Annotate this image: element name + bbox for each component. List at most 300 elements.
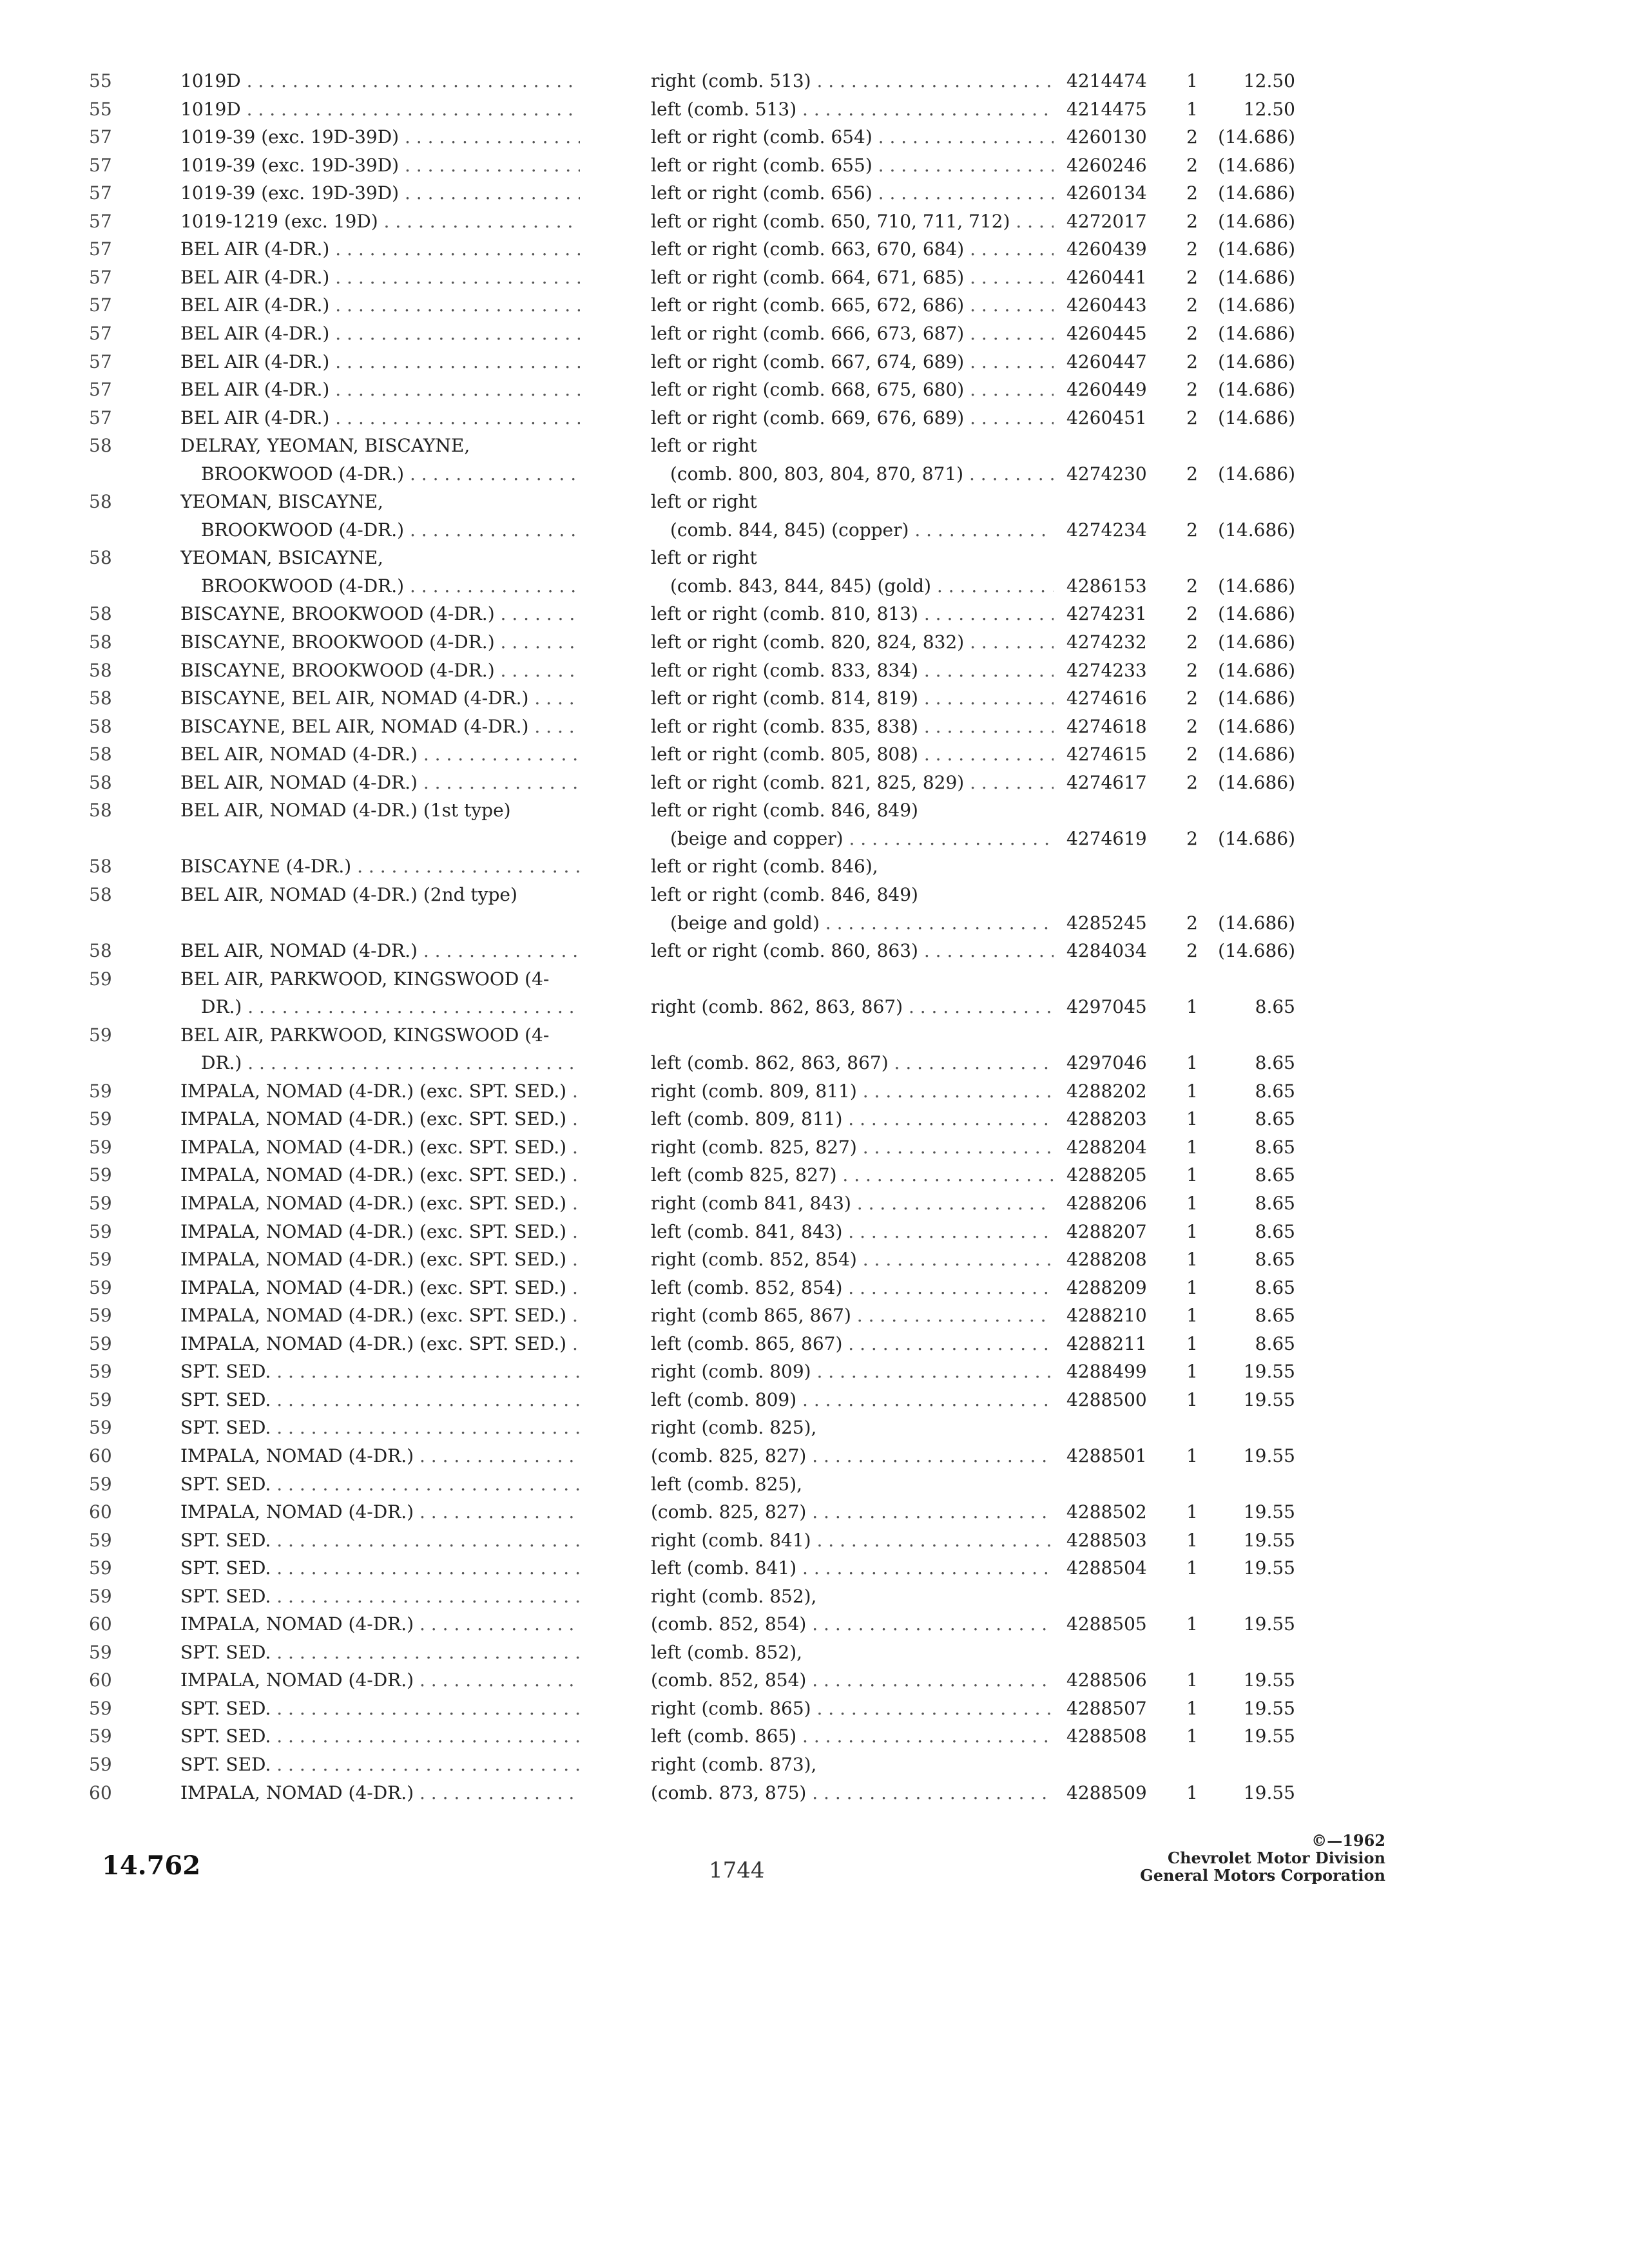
price: (14.686) <box>1218 211 1295 232</box>
part-description: left or right (comb. 846, 849) <box>651 800 918 821</box>
model-year: 59 <box>89 968 112 990</box>
part-number: 4260451 <box>1066 407 1147 428</box>
model-name: IMPALA, NOMAD (4-DR.) (exc. SPT. SED.) . . . <box>180 1164 580 1187</box>
model-year: 58 <box>89 884 112 905</box>
quantity: 2 <box>1186 238 1198 260</box>
price: (14.686) <box>1218 463 1295 485</box>
model-year: 58 <box>89 940 112 961</box>
quantity: 1 <box>1186 1361 1198 1382</box>
quantity: 2 <box>1186 575 1198 597</box>
part-number: 4274233 <box>1066 660 1147 681</box>
quantity: 1 <box>1186 99 1198 120</box>
corporation-name: General Motors Corporation <box>1140 1866 1385 1885</box>
model-year: 59 <box>89 1642 112 1663</box>
section-page-reference: 14.762 <box>102 1850 201 1881</box>
part-description: right (comb. 852), <box>651 1586 817 1607</box>
model-name: BEL AIR, NOMAD (4-DR.) (2nd type) <box>180 884 517 905</box>
model-year: 59 <box>89 1164 112 1186</box>
price: 12.50 <box>1243 99 1295 120</box>
quantity: 2 <box>1186 463 1198 485</box>
part-description: left or right (comb. 821, 825, 829) . . . <box>651 771 1054 794</box>
model-name: IMPALA, NOMAD (4-DR.) (exc. SPT. SED.) . . . <box>180 1136 580 1159</box>
price: 8.65 <box>1255 1249 1295 1270</box>
part-description: left or right (comb. 655) . . . <box>651 154 1054 177</box>
part-description: left or right (comb. 664, 671, 685) . . . <box>651 266 1054 289</box>
part-description: left or right <box>651 547 757 568</box>
model-year: 60 <box>89 1782 112 1803</box>
model-name: BEL AIR (4-DR.) . . . <box>180 238 580 261</box>
model-name: IMPALA, NOMAD (4-DR.) (exc. SPT. SED.) . . . <box>180 1304 580 1327</box>
part-description: left (comb. 852, 854) . . . <box>651 1276 1054 1300</box>
model-year: 59 <box>89 1586 112 1607</box>
quantity: 2 <box>1186 660 1198 681</box>
quantity: 1 <box>1186 1164 1198 1186</box>
model-year: 57 <box>89 211 112 232</box>
model-year: 57 <box>89 294 112 316</box>
quantity: 1 <box>1186 1108 1198 1129</box>
price: (14.686) <box>1218 323 1295 344</box>
part-description: right (comb. 862, 863, 867) . . . <box>651 995 1054 1019</box>
quantity: 1 <box>1186 1081 1198 1102</box>
quantity: 2 <box>1186 407 1198 428</box>
part-number: 4274230 <box>1066 463 1147 485</box>
quantity: 2 <box>1186 323 1198 344</box>
model-name: SPT. SED. . . . <box>180 1360 580 1383</box>
model-name: BISCAYNE, BROOKWOOD (4-DR.) . . . <box>180 631 580 654</box>
model-year: 58 <box>89 687 112 709</box>
model-year: 58 <box>89 435 112 456</box>
part-number: 4260445 <box>1066 323 1147 344</box>
part-number: 4260130 <box>1066 126 1147 148</box>
quantity: 1 <box>1186 1249 1198 1270</box>
model-name: SPT. SED. . . . <box>180 1725 580 1748</box>
model-year: 58 <box>89 800 112 821</box>
part-description: left or right <box>651 435 757 456</box>
part-description: left (comb. 841, 843) . . . <box>651 1220 1054 1244</box>
quantity: 2 <box>1186 744 1198 765</box>
part-number: 4272017 <box>1066 211 1147 232</box>
part-description: (comb. 852, 854) . . . <box>651 1669 1054 1692</box>
model-name: IMPALA, NOMAD (4-DR.) . . . <box>180 1669 580 1692</box>
price: 8.65 <box>1255 1305 1295 1326</box>
model-name: IMPALA, NOMAD (4-DR.) (exc. SPT. SED.) . . . <box>180 1108 580 1131</box>
model-name: BEL AIR, NOMAD (4-DR.) (1st type) <box>180 800 511 821</box>
part-description: (comb. 873, 875) . . . <box>651 1782 1054 1805</box>
quantity: 2 <box>1186 155 1198 176</box>
model-year: 58 <box>89 772 112 793</box>
price: 19.55 <box>1243 1782 1295 1803</box>
model-name: YEOMAN, BISCAYNE, <box>180 491 383 512</box>
model-year: 59 <box>89 1305 112 1326</box>
part-number: 4284034 <box>1066 940 1147 961</box>
quantity: 1 <box>1186 1333 1198 1354</box>
part-description: left (comb. 825), <box>651 1474 803 1495</box>
model-name: BEL AIR (4-DR.) . . . <box>180 294 580 317</box>
part-description: right (comb. 825), <box>651 1417 817 1438</box>
part-number: 4260441 <box>1066 267 1147 288</box>
model-name: SPT. SED. . . . <box>180 1753 580 1776</box>
part-description: right (comb. 513) . . . <box>651 70 1054 93</box>
price: 19.55 <box>1243 1698 1295 1719</box>
part-description: left or right (comb. 666, 673, 687) . . . <box>651 322 1054 345</box>
part-number: 4288206 <box>1066 1193 1147 1214</box>
quantity: 1 <box>1186 1389 1198 1410</box>
model-name: YEOMAN, BSICAYNE, <box>180 547 383 568</box>
price: 12.50 <box>1243 70 1295 91</box>
part-number: 4288204 <box>1066 1137 1147 1158</box>
quantity: 1 <box>1186 1669 1198 1691</box>
part-number: 4214475 <box>1066 99 1147 120</box>
part-number: 4274615 <box>1066 744 1147 765</box>
price: 8.65 <box>1255 1108 1295 1129</box>
quantity: 1 <box>1186 1557 1198 1579</box>
model-name: BEL AIR (4-DR.) . . . <box>180 322 580 345</box>
part-description: right (comb. 809, 811) . . . <box>651 1080 1054 1103</box>
quantity: 2 <box>1186 126 1198 148</box>
price: (14.686) <box>1218 772 1295 793</box>
price: (14.686) <box>1218 828 1295 849</box>
price: 19.55 <box>1243 1389 1295 1410</box>
model-year: 59 <box>89 1277 112 1298</box>
quantity: 2 <box>1186 182 1198 204</box>
quantity: 1 <box>1186 1782 1198 1803</box>
model-year: 59 <box>89 1108 112 1129</box>
part-description: left or right (comb. 650, 710, 711, 712) . . . <box>651 210 1054 233</box>
model-year: 59 <box>89 1193 112 1214</box>
part-number: 4274234 <box>1066 519 1147 541</box>
part-number: 4288503 <box>1066 1530 1147 1551</box>
price: (14.686) <box>1218 940 1295 961</box>
part-description: left or right (comb. 833, 834) . . . <box>651 659 1054 682</box>
part-description: (comb. 852, 854) . . . <box>651 1613 1054 1636</box>
model-name: 1019D . . . <box>180 70 580 93</box>
model-name: 1019-39 (exc. 19D-39D) . . . <box>180 182 580 205</box>
quantity: 1 <box>1186 1501 1198 1523</box>
model-year: 59 <box>89 1137 112 1158</box>
model-name: 1019-1219 (exc. 19D) . . . <box>180 210 580 233</box>
model-name: BISCAYNE, BROOKWOOD (4-DR.) . . . <box>180 659 580 682</box>
model-name: IMPALA, NOMAD (4-DR.) . . . <box>180 1782 580 1805</box>
model-name: IMPALA, NOMAD (4-DR.) (exc. SPT. SED.) . . . <box>180 1276 580 1300</box>
model-name: SPT. SED. . . . <box>180 1641 580 1664</box>
part-description: left or right (comb. 835, 838) . . . <box>651 715 1054 738</box>
price: (14.686) <box>1218 126 1295 148</box>
part-description: (comb. 843, 844, 845) (gold) . . . <box>670 575 1054 598</box>
part-number: 4288505 <box>1066 1613 1147 1635</box>
model-name: SPT. SED. . . . <box>180 1389 580 1412</box>
model-year: 59 <box>89 1698 112 1719</box>
price: (14.686) <box>1218 687 1295 709</box>
model-year: 59 <box>89 1530 112 1551</box>
model-year: 58 <box>89 660 112 681</box>
model-name: IMPALA, NOMAD (4-DR.) (exc. SPT. SED.) . . . <box>180 1248 580 1271</box>
part-number: 4288499 <box>1066 1361 1147 1382</box>
model-year: 59 <box>89 1474 112 1495</box>
price: 8.65 <box>1255 1052 1295 1073</box>
quantity: 1 <box>1186 1698 1198 1719</box>
part-number: 4274232 <box>1066 631 1147 653</box>
model-year: 60 <box>89 1669 112 1691</box>
model-year: 58 <box>89 547 112 568</box>
part-description: left or right (comb. 820, 824, 832) . . . <box>651 631 1054 654</box>
part-description: left or right (comb. 805, 808) . . . <box>651 743 1054 766</box>
model-name: BEL AIR (4-DR.) . . . <box>180 266 580 289</box>
part-description: left or right (comb. 668, 675, 680) . . . <box>651 378 1054 401</box>
quantity: 2 <box>1186 912 1198 934</box>
model-year: 57 <box>89 155 112 176</box>
part-description: left or right <box>651 491 757 512</box>
price: 8.65 <box>1255 1333 1295 1354</box>
price: (14.686) <box>1218 660 1295 681</box>
model-name: DELRAY, YEOMAN, BISCAYNE, <box>180 435 470 456</box>
model-name: BEL AIR (4-DR.) . . . <box>180 351 580 374</box>
part-description: left or right (comb. 665, 672, 686) . . . <box>651 294 1054 317</box>
quantity: 2 <box>1186 631 1198 653</box>
quantity: 1 <box>1186 1530 1198 1551</box>
part-number: 4288500 <box>1066 1389 1147 1410</box>
model-name: 1019-39 (exc. 19D-39D) . . . <box>180 154 580 177</box>
model-name: BEL AIR (4-DR.) . . . <box>180 407 580 430</box>
price: (14.686) <box>1218 294 1295 316</box>
part-number: 4288207 <box>1066 1221 1147 1242</box>
model-year: 57 <box>89 182 112 204</box>
part-description: left (comb. 809) . . . <box>651 1389 1054 1412</box>
model-name: DR.) . . . <box>201 995 580 1019</box>
quantity: 2 <box>1186 379 1198 400</box>
model-name: BISCAYNE, BROOKWOOD (4-DR.) . . . <box>180 602 580 626</box>
model-year: 60 <box>89 1613 112 1635</box>
quantity: 1 <box>1186 996 1198 1017</box>
price: (14.686) <box>1218 631 1295 653</box>
model-name: DR.) . . . <box>201 1052 580 1075</box>
part-number: 4288208 <box>1066 1249 1147 1270</box>
part-number: 4260449 <box>1066 379 1147 400</box>
quantity: 1 <box>1186 1052 1198 1073</box>
part-number: 4288504 <box>1066 1557 1147 1579</box>
part-description: left (comb. 513) . . . <box>651 98 1054 121</box>
model-name: BEL AIR, PARKWOOD, KINGSWOOD (4- <box>180 968 550 990</box>
price: (14.686) <box>1218 155 1295 176</box>
quantity: 2 <box>1186 351 1198 372</box>
price: (14.686) <box>1218 267 1295 288</box>
part-number: 4274617 <box>1066 772 1147 793</box>
part-number: 4288507 <box>1066 1698 1147 1719</box>
part-number: 4260443 <box>1066 294 1147 316</box>
price: 8.65 <box>1255 1193 1295 1214</box>
model-year: 55 <box>89 99 112 120</box>
model-year: 55 <box>89 70 112 91</box>
price: 19.55 <box>1243 1361 1295 1382</box>
model-year: 59 <box>89 1754 112 1775</box>
model-year: 58 <box>89 856 112 877</box>
model-year: 59 <box>89 1024 112 1046</box>
model-name: BISCAYNE, BEL AIR, NOMAD (4-DR.) . . . <box>180 715 580 738</box>
part-description: right (comb 841, 843) . . . <box>651 1192 1054 1215</box>
model-name: SPT. SED. . . . <box>180 1416 580 1439</box>
model-year: 59 <box>89 1361 112 1382</box>
part-number: 4274231 <box>1066 603 1147 624</box>
quantity: 2 <box>1186 211 1198 232</box>
price: 8.65 <box>1255 1277 1295 1298</box>
price: 19.55 <box>1243 1445 1295 1466</box>
quantity: 2 <box>1186 687 1198 709</box>
model-year: 59 <box>89 1221 112 1242</box>
part-description: left (comb. 865) . . . <box>651 1725 1054 1748</box>
model-year: 59 <box>89 1081 112 1102</box>
price: (14.686) <box>1218 575 1295 597</box>
model-name: 1019D . . . <box>180 98 580 121</box>
part-description: left or right (comb. 656) . . . <box>651 182 1054 205</box>
price: 19.55 <box>1243 1557 1295 1579</box>
model-name: BROOKWOOD (4-DR.) . . . <box>201 575 580 598</box>
quantity: 1 <box>1186 1445 1198 1466</box>
copyright-notice: ©—1962 <box>1311 1831 1385 1850</box>
model-name: IMPALA, NOMAD (4-DR.) (exc. SPT. SED.) . . . <box>180 1332 580 1356</box>
model-name: BISCAYNE, BEL AIR, NOMAD (4-DR.) . . . <box>180 687 580 710</box>
part-number: 4297045 <box>1066 996 1147 1017</box>
price: 19.55 <box>1243 1613 1295 1635</box>
part-number: 4260447 <box>1066 351 1147 372</box>
price: (14.686) <box>1218 379 1295 400</box>
part-description: right (comb. 865) . . . <box>651 1697 1054 1720</box>
part-description: left or right (comb. 814, 819) . . . <box>651 687 1054 710</box>
quantity: 1 <box>1186 1725 1198 1747</box>
model-year: 59 <box>89 1389 112 1410</box>
part-description: left or right (comb. 810, 813) . . . <box>651 602 1054 626</box>
part-description: left (comb. 862, 863, 867) . . . <box>651 1052 1054 1075</box>
part-description: left (comb. 809, 811) . . . <box>651 1108 1054 1131</box>
model-name: BROOKWOOD (4-DR.) . . . <box>201 463 580 486</box>
part-number: 4288202 <box>1066 1081 1147 1102</box>
part-number: 4285245 <box>1066 912 1147 934</box>
page-number: 1744 <box>709 1858 765 1883</box>
model-name: BROOKWOOD (4-DR.) . . . <box>201 519 580 542</box>
price: 19.55 <box>1243 1530 1295 1551</box>
part-description: left or right (comb. 846), <box>651 856 878 877</box>
model-name: BEL AIR, NOMAD (4-DR.) . . . <box>180 771 580 794</box>
part-number: 4260246 <box>1066 155 1147 176</box>
part-number: 4288210 <box>1066 1305 1147 1326</box>
part-description: (comb. 800, 803, 804, 870, 871) . . . <box>670 463 1054 486</box>
quantity: 2 <box>1186 294 1198 316</box>
price: 8.65 <box>1255 1081 1295 1102</box>
part-description: left or right (comb. 669, 676, 689) . . . <box>651 407 1054 430</box>
part-description: left (comb. 841) . . . <box>651 1557 1054 1580</box>
part-number: 4286153 <box>1066 575 1147 597</box>
quantity: 1 <box>1186 1277 1198 1298</box>
model-name: BEL AIR (4-DR.) . . . <box>180 378 580 401</box>
part-description: (beige and copper) . . . <box>670 827 1054 850</box>
part-number: 4288501 <box>1066 1445 1147 1466</box>
model-name: IMPALA, NOMAD (4-DR.) . . . <box>180 1501 580 1524</box>
model-name: IMPALA, NOMAD (4-DR.) (exc. SPT. SED.) . . . <box>180 1192 580 1215</box>
model-year: 59 <box>89 1417 112 1438</box>
model-name: IMPALA, NOMAD (4-DR.) . . . <box>180 1445 580 1468</box>
part-number: 4288508 <box>1066 1725 1147 1747</box>
model-year: 59 <box>89 1333 112 1354</box>
part-number: 4274616 <box>1066 687 1147 709</box>
part-description: right (comb. 809) . . . <box>651 1360 1054 1383</box>
model-name: BEL AIR, PARKWOOD, KINGSWOOD (4- <box>180 1024 550 1046</box>
model-name: SPT. SED. . . . <box>180 1585 580 1608</box>
part-description: left (comb. 865, 867) . . . <box>651 1332 1054 1356</box>
part-description: left or right (comb. 654) . . . <box>651 126 1054 149</box>
division-name: Chevrolet Motor Division <box>1168 1849 1385 1867</box>
quantity: 2 <box>1186 267 1198 288</box>
part-number: 4297046 <box>1066 1052 1147 1073</box>
model-year: 58 <box>89 631 112 653</box>
quantity: 1 <box>1186 1305 1198 1326</box>
quantity: 2 <box>1186 772 1198 793</box>
model-year: 57 <box>89 407 112 428</box>
price: (14.686) <box>1218 238 1295 260</box>
price: 19.55 <box>1243 1669 1295 1691</box>
model-year: 58 <box>89 603 112 624</box>
part-description: right (comb. 825, 827) . . . <box>651 1136 1054 1159</box>
part-number: 4260134 <box>1066 182 1147 204</box>
price: 19.55 <box>1243 1501 1295 1523</box>
part-description: right (comb. 873), <box>651 1754 817 1775</box>
publisher-credit <box>1083 1832 1385 1884</box>
price: 19.55 <box>1243 1725 1295 1747</box>
price: (14.686) <box>1218 182 1295 204</box>
part-number: 4288502 <box>1066 1501 1147 1523</box>
model-year: 58 <box>89 744 112 765</box>
price: (14.686) <box>1218 407 1295 428</box>
part-number: 4288209 <box>1066 1277 1147 1298</box>
part-number: 4260439 <box>1066 238 1147 260</box>
quantity: 2 <box>1186 940 1198 961</box>
model-year: 57 <box>89 126 112 148</box>
model-year: 59 <box>89 1249 112 1270</box>
part-description: (beige and gold) . . . <box>670 912 1054 935</box>
model-name: IMPALA, NOMAD (4-DR.) (exc. SPT. SED.) . . . <box>180 1220 580 1244</box>
price: (14.686) <box>1218 912 1295 934</box>
quantity: 2 <box>1186 716 1198 737</box>
model-year: 57 <box>89 238 112 260</box>
price: (14.686) <box>1218 603 1295 624</box>
price: (14.686) <box>1218 351 1295 372</box>
model-year: 59 <box>89 1725 112 1747</box>
price: (14.686) <box>1218 716 1295 737</box>
part-description: left or right (comb. 663, 670, 684) . . . <box>651 238 1054 261</box>
quantity: 2 <box>1186 603 1198 624</box>
part-description: right (comb. 841) . . . <box>651 1529 1054 1552</box>
part-description: left (comb. 852), <box>651 1642 803 1663</box>
model-year: 60 <box>89 1445 112 1466</box>
price: 8.65 <box>1255 1164 1295 1186</box>
part-number: 4288205 <box>1066 1164 1147 1186</box>
part-description: (comb. 844, 845) (copper) . . . <box>670 519 1054 542</box>
quantity: 2 <box>1186 519 1198 541</box>
quantity: 1 <box>1186 1221 1198 1242</box>
model-name: IMPALA, NOMAD (4-DR.) . . . <box>180 1613 580 1636</box>
model-year: 57 <box>89 267 112 288</box>
model-name: SPT. SED. . . . <box>180 1529 580 1552</box>
part-number: 4288203 <box>1066 1108 1147 1129</box>
model-name: 1019-39 (exc. 19D-39D) . . . <box>180 126 580 149</box>
part-description: right (comb 865, 867) . . . <box>651 1304 1054 1327</box>
part-number: 4214474 <box>1066 70 1147 91</box>
price: 8.65 <box>1255 1137 1295 1158</box>
quantity: 1 <box>1186 1613 1198 1635</box>
price: 8.65 <box>1255 996 1295 1017</box>
part-description: right (comb. 852, 854) . . . <box>651 1248 1054 1271</box>
price: (14.686) <box>1218 519 1295 541</box>
model-name: IMPALA, NOMAD (4-DR.) (exc. SPT. SED.) . . . <box>180 1080 580 1103</box>
model-year: 60 <box>89 1501 112 1523</box>
part-number: 4288509 <box>1066 1782 1147 1803</box>
